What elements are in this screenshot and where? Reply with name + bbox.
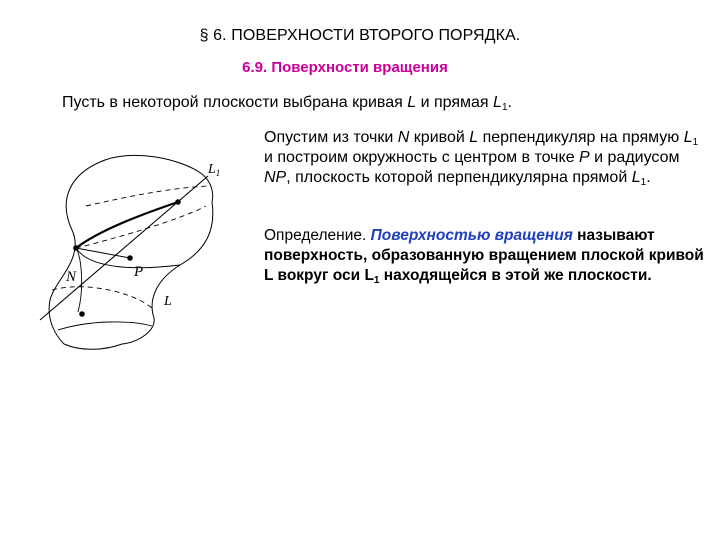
definition-label: Определение. [264,227,371,244]
surface-of-revolution-figure [30,140,260,360]
desc-point-n: N [397,129,410,146]
figure-label-p: P [134,264,144,280]
desc-line-l2: L [631,169,641,186]
figure-label-n: N [66,269,77,285]
desc-line-sub: 1 [692,137,699,148]
definition-term: Поверхностью вращения [370,227,573,244]
figure-label-axis: $L_1$ [208,162,221,178]
upper-parallel-dashed [86,186,208,206]
desc-text-5: и радиусом [589,149,680,166]
point-p-marker [127,255,133,261]
desc-point-p: P [579,149,590,166]
intro-text-2: и прямая [416,94,494,111]
top-rim [100,155,213,202]
definition-text-1: называют поверхность, образованную вращением плоской кривой [264,227,704,264]
definition-text-2: вокруг оси [273,267,365,284]
desc-text-1: Опустим из точки [264,129,398,146]
desc-radius: NP [264,169,287,186]
intro-line-subscript: 1 [501,102,508,113]
intro-paragraph [62,94,682,112]
desc-text-2: кривой [409,129,470,146]
curve-l-thick [76,202,178,248]
definition-text-3: находящейся в этой же плоскости. [379,267,652,284]
definition-curve: L [264,267,274,284]
definition-axis: L [364,267,374,284]
desc-curve-l: L [469,129,479,146]
page-title: § 6. ПОВЕРХНОСТИ ВТОРОГО ПОРЯДКА. [199,27,521,44]
desc-line-l: L [683,129,693,146]
definition-paragraph [264,226,704,286]
section-subtitle: 6.9. Поверхности вращения [242,59,448,76]
intro-text-3: . [507,94,512,111]
desc-text-7: . [646,169,651,186]
left-profile [49,162,100,344]
point-lower-marker [79,311,85,317]
point-n-marker [73,245,79,251]
desc-text-3: перпендикуляр на прямую [478,129,684,146]
intro-curve-symbol: L [407,94,417,111]
bottom-rim [64,344,122,349]
point-upper-marker [175,199,181,205]
desc-line-sub2: 1 [640,177,647,188]
desc-text-4: и построим окружность с центром в точке [264,149,580,166]
bottom-parallel [58,322,152,330]
meridian-through-n [76,248,82,312]
intro-line-symbol: L [493,94,502,111]
intro-text-1: Пусть в некоторой плоскости выбрана кривая [62,94,408,111]
lower-parallel-dashed [52,287,154,310]
figure-label-curve: L [164,294,172,309]
definition-axis-sub: 1 [373,275,380,286]
desc-text-6: , плоскость которой перпендикулярна прямой [286,169,632,186]
construction-paragraph [264,128,704,188]
parallel-circle-back [76,206,206,248]
